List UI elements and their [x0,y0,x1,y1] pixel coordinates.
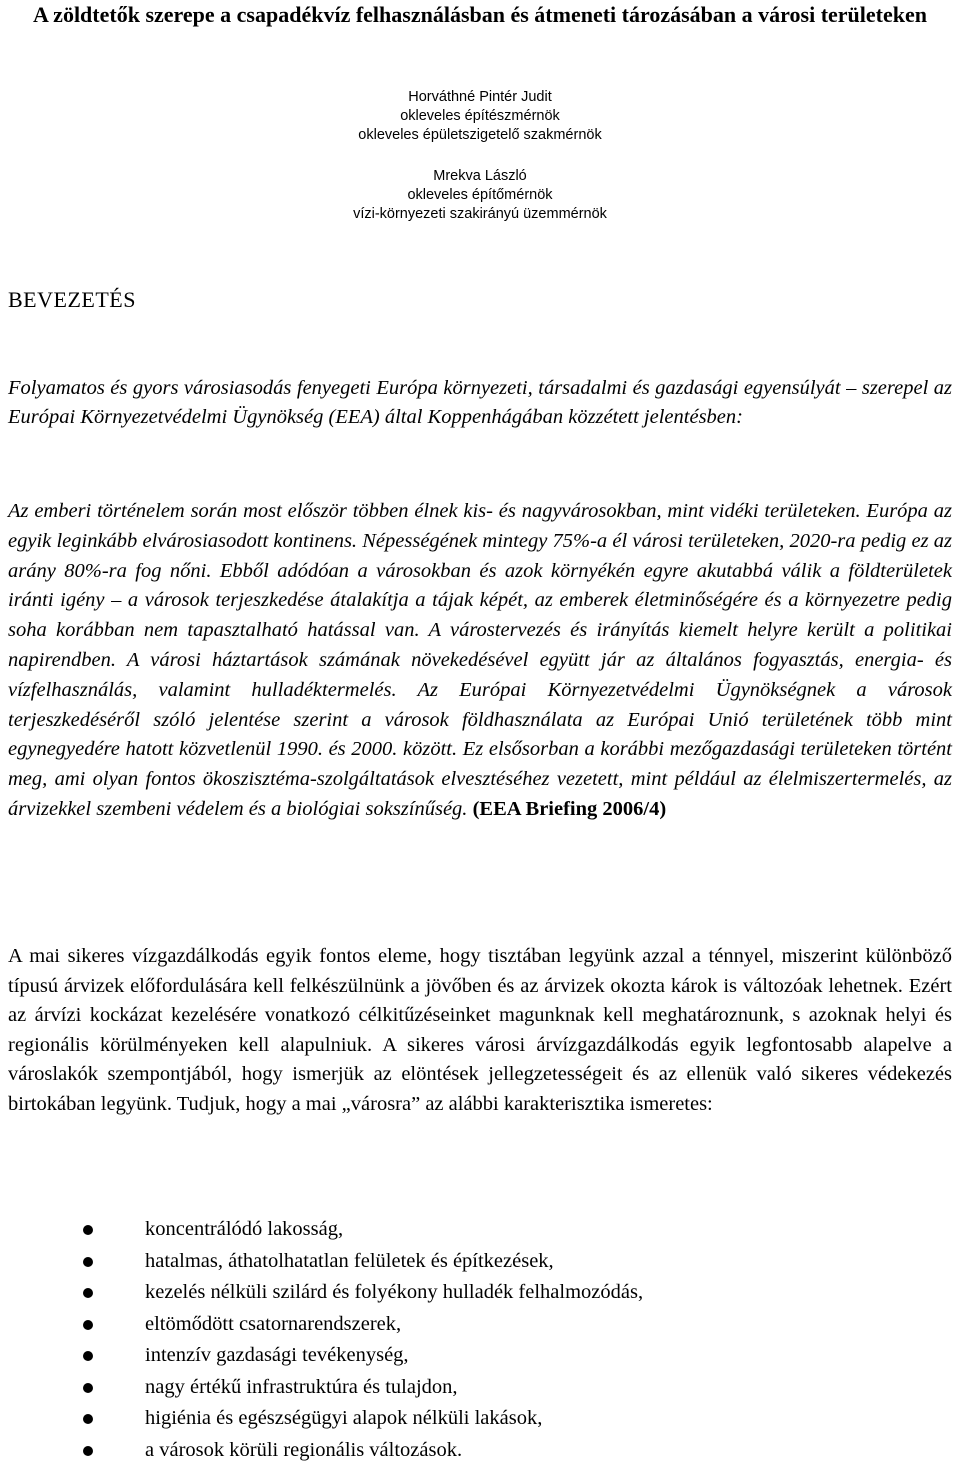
bullet-icon [83,1351,93,1361]
list-item-text: a városok körüli regionális változások. [145,1438,463,1461]
author-name: Horváthné Pintér Judit [408,89,552,105]
bullet-icon [83,1414,93,1424]
author-block [0,88,960,224]
body-paragraph: A mai sikeres vízgazdálkodás egyik fontos eleme, hogy tisztában legyünk azzal a ténnyel, miszerint különböző típusú árvizek előfordulására kell felkészülnünk a jövőben és az árvizek okozta károk is változóak lehetnek. Ezért az árvízi kockázat kezelésére vonatkozó célkitűzéseinket magunknak kell meghatároznunk, s azoknak helyi és regionális körülményeken kell alapulniuk. A sikeres városi árvízgazdálkodás egyik legfontosabb alapelve a városlakók szempontjából, hogy ismerjük az elöntések jellegzetességeit és az ellenük való sikeres védekezés birtokában legyünk. Tudjuk, hogy a mai „városra” az alábbi karakterisztika ismeretes: [8,945,952,1115]
author-title: okleveles építészmérnök [400,108,560,124]
list-item [0,1435,960,1467]
list-item [0,1309,960,1341]
list-item-text: hatalmas, áthatolhatatlan felületek és építkezések, [145,1249,554,1272]
list-item [0,1277,960,1309]
list-item-text: intenzív gazdasági tevékenység, [145,1344,409,1366]
quote-paragraph [8,497,952,825]
bullet-icon [83,1225,93,1235]
characteristics-list [0,1214,960,1466]
quote-citation: (EEA Briefing 2006/4) [472,797,667,820]
list-item [0,1214,960,1246]
document-title: A zöldtetők szerepe a csapadékvíz felhasználásban és átmeneti tározásában a városi területeken [33,2,927,27]
bullet-icon [83,1288,93,1298]
list-item [0,1340,960,1372]
list-item-text: kezelés nélküli szilárd és folyékony hulladék felhalmozódás, [145,1281,644,1303]
author-title: okleveles épületszigetelő szakmérnök [358,127,602,143]
bullet-icon [83,1257,93,1267]
list-item-text: koncentrálódó lakosság, [145,1218,344,1240]
list-item [0,1246,960,1278]
author-title: okleveles építőmérnök [407,187,553,203]
intro-paragraph: Folyamatos és gyors városiasodás fenyegeti Európa környezeti, társadalmi és gazdasági egyensúlyát – szerepel az Európai Környezetvédelmi Ügynökség (EEA) által Koppenhágában közzétett jelentésben: [8,377,952,428]
quote-text: Az emberi történelem során most először többen élnek kis- és nagyvárosokban, mint vidéki területeken. Európa az egyik leginkább elvárosiasodott kontinens. Népességének mintegy 75%-a él városi területeken, 2020-ra pedig ez az arány 80%-ra fog nőni. Ebből adódóan a városokban és azok környékén egyre akutabbá válik a földterületek iránti igény – a városok terjeszkedése átalakítja a tájak képét, az emberek életminőségére és a környezetre pedig soha korábban nem tapasztalható hatással van. A várostervezés és irányítás kiemelt helyre került a politikai napirendben. A városi háztartások számának növekedésével együtt jár az általános fogyasztás, energia- és vízfelhasználás, valamint hulladéktermelés. Az Európai Környezetvédelmi Ügynökségnek a városok terjeszkedéséről szóló jelentése szerint a városok földhasználata az Európai Unió területének több mint egynegyedére hatott közvetlenül 1990. és 2000. között. Ez elsősorban a korábbi mezőgazdasági területeken történt meg, ami olyan fontos ökoszisztéma-szolgáltatások elvesztéséhez vezetett, mint például az élelmiszertermelés, az árvizekkel szembeni védelem és a biológiai sokszínűség. [8,500,952,820]
bullet-icon [83,1320,93,1330]
author-title: vízi-környezeti szakirányú üzemmérnök [353,206,607,222]
list-item-text: nagy értékű infrastruktúra és tulajdon, [145,1375,458,1398]
section-heading: BEVEZETÉS [8,287,136,312]
bullet-icon [83,1446,93,1456]
author-spacer [0,145,960,167]
list-item [0,1372,960,1404]
bullet-icon [83,1383,93,1393]
author-name: Mrekva László [433,168,527,184]
list-item-text: eltömődött csatornarendszerek, [145,1312,402,1335]
list-item [0,1403,960,1435]
list-item-text: higiénia és egészségügyi alapok nélküli lakások, [145,1407,543,1429]
